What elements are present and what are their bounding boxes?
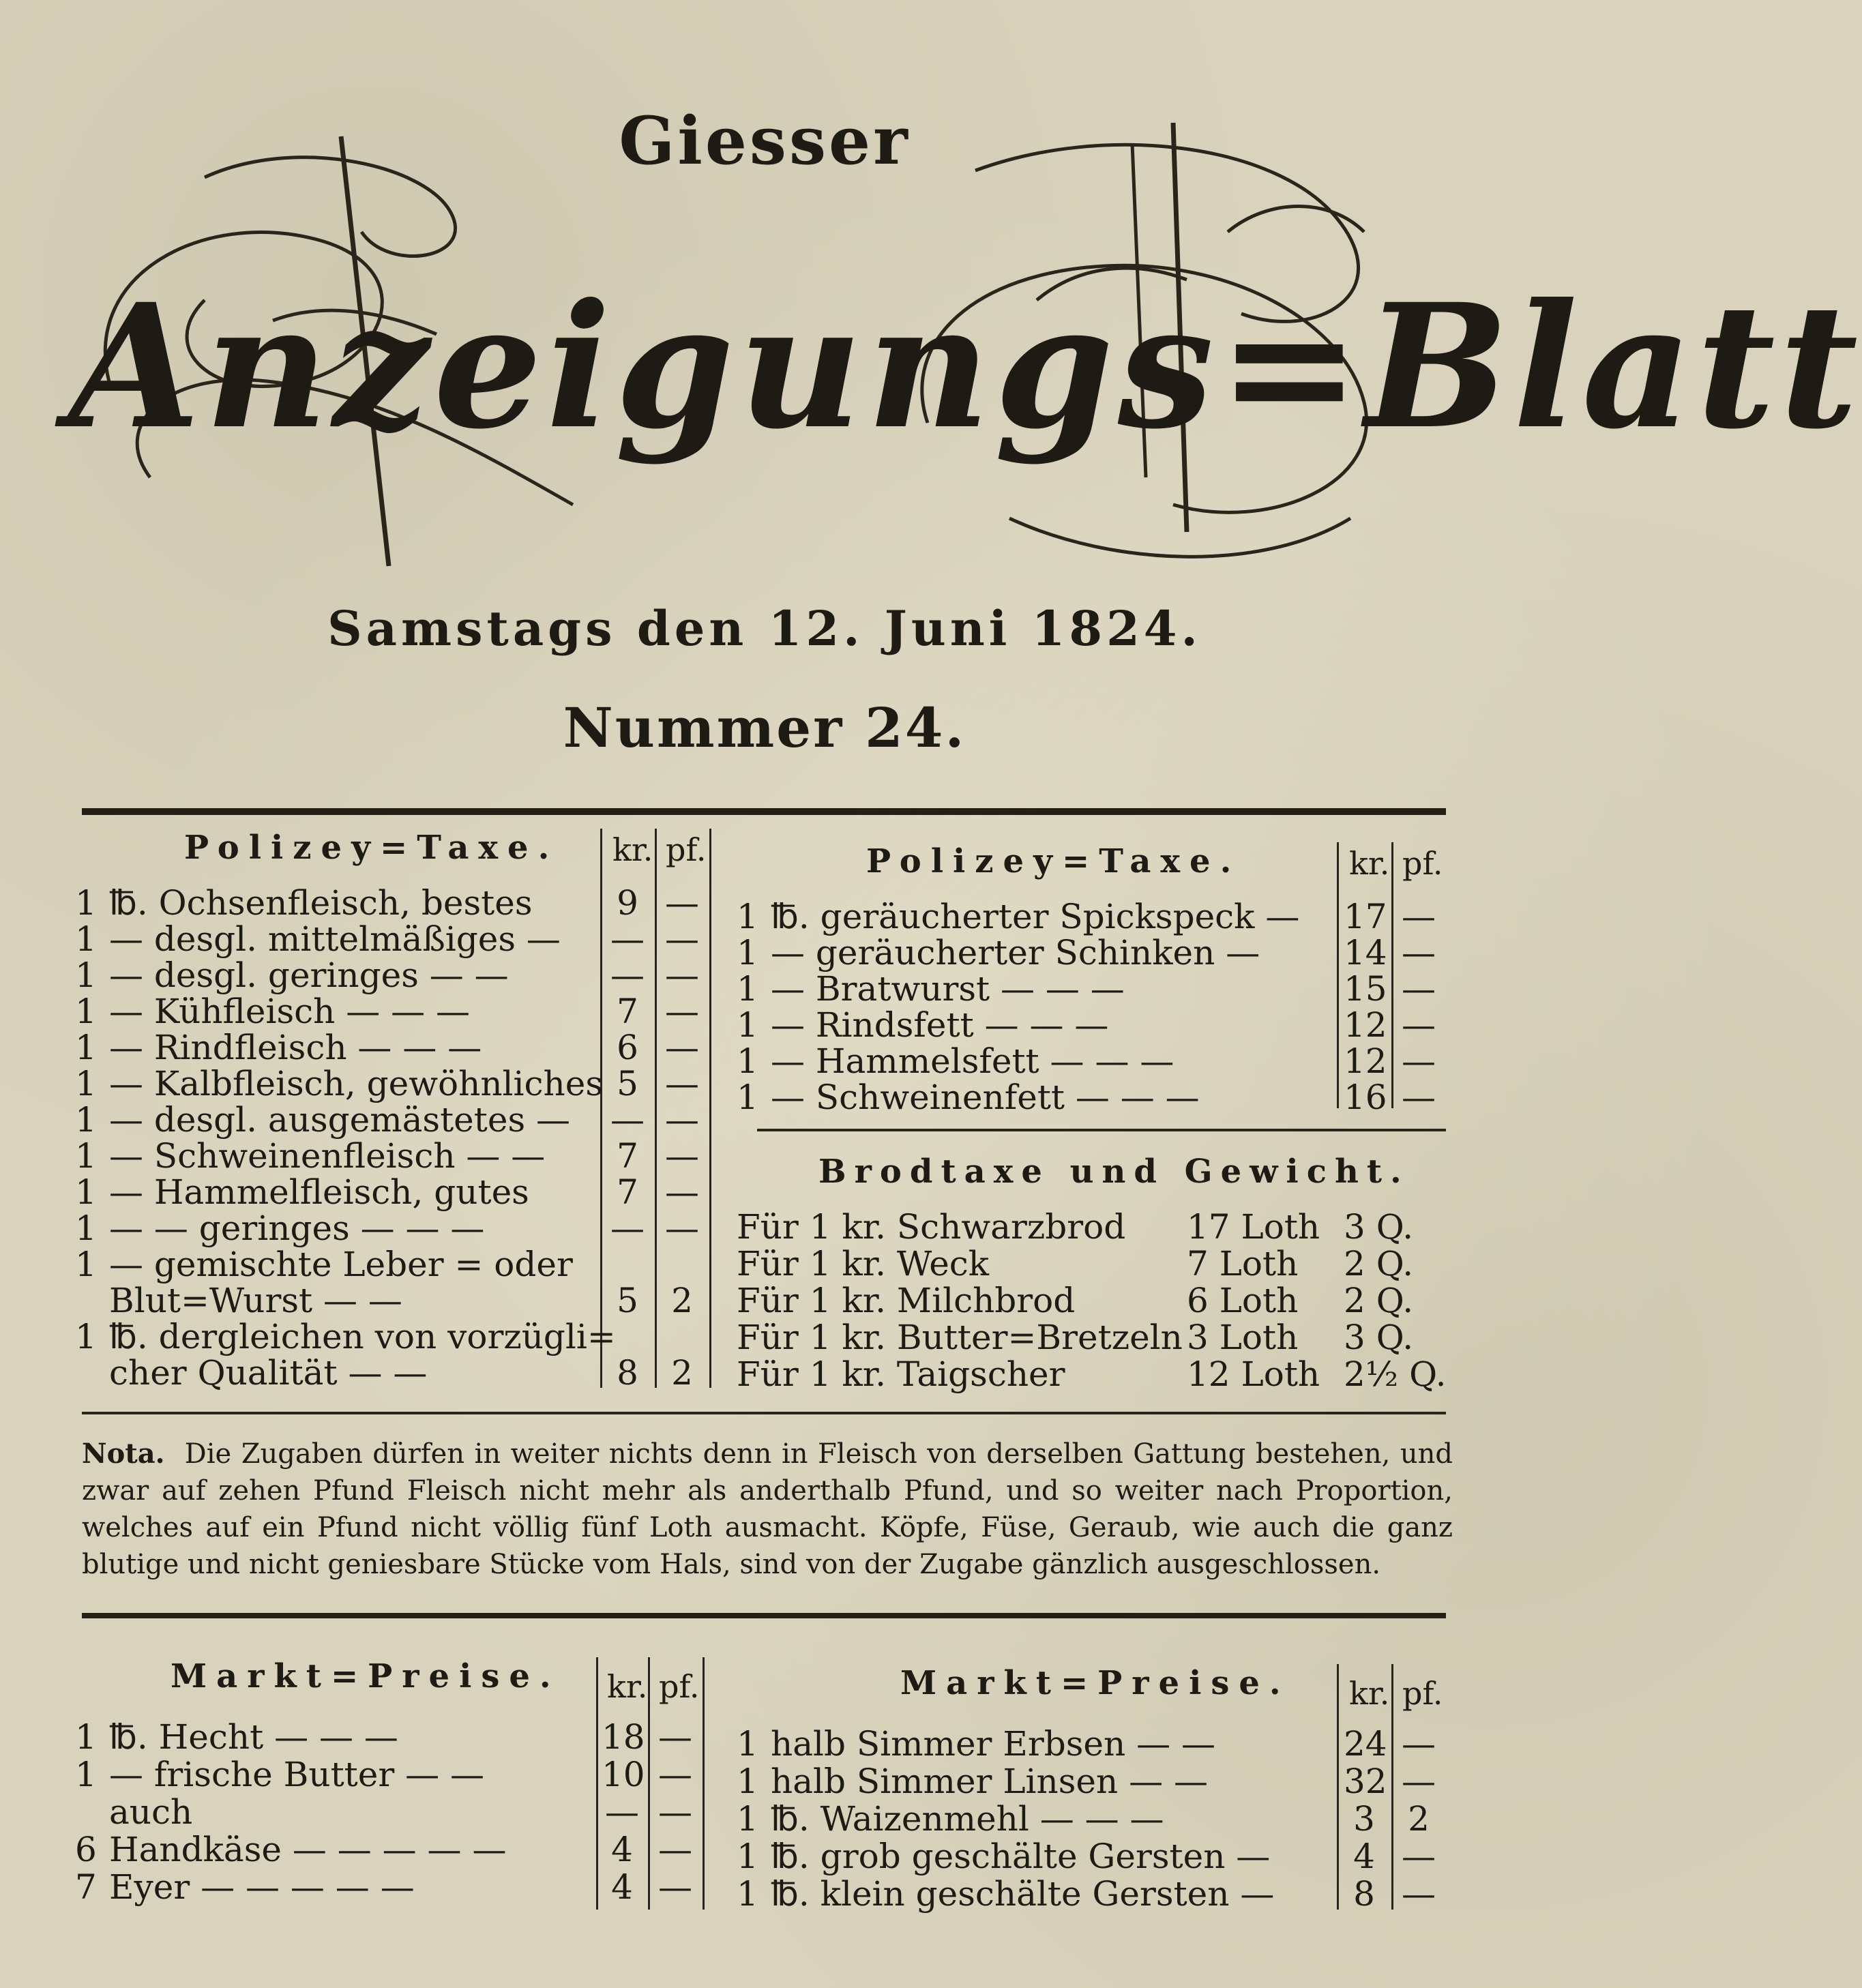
- markt-right-row: [737, 1799, 1460, 1839]
- pf-value: —: [658, 1867, 692, 1907]
- polizey-right-row: [737, 969, 1460, 1009]
- pf-value: —: [1402, 1874, 1436, 1914]
- polizey-left-title: Polizey=Taxe.: [184, 829, 559, 867]
- markt-right-row: [737, 1724, 1460, 1764]
- markt-left-row: [75, 1792, 716, 1832]
- kr-value: 12: [1344, 1041, 1387, 1081]
- qty: 1: [737, 1041, 758, 1081]
- pf-value: —: [1402, 933, 1436, 973]
- issue-number: Nummer 24.: [563, 696, 966, 760]
- item-text: — desgl. mittelmäßiges —: [109, 919, 561, 959]
- brod-item: Für 1 kr. Butter=Bretzeln: [737, 1318, 1183, 1357]
- masthead-line-1: Giesser: [619, 102, 911, 179]
- item-text: Blut=Wurst — —: [109, 1281, 402, 1320]
- item-text: ℔. dergleichen von vorzügli=: [109, 1317, 616, 1356]
- polizey-left-row: [75, 919, 716, 959]
- qty: 1: [75, 992, 97, 1031]
- brod-loth: 3 Loth: [1187, 1318, 1299, 1357]
- kr-value: 8: [1353, 1874, 1375, 1914]
- brodtaxe-table: [737, 1153, 1460, 1412]
- mid-right-divider: [757, 1129, 1446, 1131]
- qty: 1: [737, 1724, 758, 1764]
- item-text: ℔. Ochsenfleisch, bestes: [109, 883, 533, 923]
- polizey-left-row: [75, 1172, 716, 1212]
- kr-value: 4: [611, 1830, 633, 1869]
- item-text: Eyer — — — — —: [109, 1867, 415, 1907]
- kr-value: —: [610, 1100, 645, 1140]
- pf-value: —: [1402, 897, 1436, 936]
- markt-right-pf-head: pf.: [1402, 1675, 1443, 1712]
- markt-left-row: [75, 1717, 716, 1757]
- pf-value: —: [665, 1100, 699, 1140]
- pf-value: —: [665, 1064, 699, 1103]
- qty: 1: [75, 1717, 97, 1757]
- markt-preise-left: [75, 1657, 716, 1923]
- brod-loth: 6 Loth: [1187, 1281, 1299, 1320]
- item-text: cher Qualität — —: [109, 1353, 428, 1393]
- item-text: — Rindfleisch — — —: [109, 1028, 482, 1067]
- pf-value: —: [658, 1717, 692, 1757]
- kr-value: 24: [1344, 1724, 1387, 1764]
- polizey-left-row: [75, 992, 716, 1031]
- kr-value: 18: [602, 1717, 645, 1757]
- polizey-left-row: [75, 1064, 716, 1101]
- qty: 1: [75, 1172, 97, 1212]
- item-text: — desgl. geringes — —: [109, 955, 509, 995]
- pf-value: —: [665, 919, 699, 959]
- brodtaxe-row: [737, 1281, 1460, 1318]
- brod-item: Für 1 kr. Schwarzbrod: [737, 1207, 1126, 1247]
- polizey-taxe-left: [75, 829, 716, 1395]
- markt-right-title: Markt=Preise.: [900, 1664, 1290, 1702]
- brod-item: Für 1 kr. Milchbrod: [737, 1281, 1076, 1320]
- polizey-right-row: [737, 1041, 1460, 1081]
- markt-left-title: Markt=Preise.: [171, 1657, 561, 1695]
- polizey-left-row: [75, 1281, 716, 1318]
- polizey-right-row: [737, 1078, 1460, 1117]
- qty: 1: [737, 1005, 758, 1045]
- qty: 1: [75, 1317, 97, 1356]
- pf-value: —: [658, 1792, 692, 1832]
- kr-value: 7: [617, 1136, 638, 1176]
- item-text: — Schweinenfett — — —: [771, 1078, 1200, 1117]
- qty: 1: [75, 1100, 97, 1140]
- item-text: auch: [109, 1792, 193, 1832]
- item-text: ℔. grob geschälte Gersten —: [771, 1837, 1271, 1876]
- polizey-right-row: [737, 1005, 1460, 1045]
- markt-preise-right: [737, 1664, 1460, 1923]
- pf-value: —: [665, 1028, 699, 1067]
- pf-value: 2: [671, 1281, 693, 1320]
- brodtaxe-row: [737, 1318, 1460, 1357]
- brodtaxe-row: [737, 1354, 1460, 1394]
- nota-label: Nota.: [82, 1438, 165, 1470]
- markt-right-row: [737, 1837, 1460, 1876]
- kr-value: 12: [1344, 1005, 1387, 1045]
- brodtaxe-title: Brodtaxe und Gewicht.: [818, 1153, 1410, 1191]
- item-text: — gemischte Leber = oder: [109, 1245, 573, 1284]
- polizey-left-kr-head: kr.: [612, 831, 653, 868]
- pf-value: —: [1402, 969, 1436, 1009]
- qty: 1: [737, 897, 758, 936]
- pf-value: —: [1402, 1724, 1436, 1764]
- qty: 1: [737, 933, 758, 973]
- polizey-left-row: [75, 1028, 716, 1065]
- polizey-right-row: [737, 933, 1460, 973]
- brodtaxe-row: [737, 1207, 1460, 1247]
- qty: 1: [737, 1837, 758, 1876]
- qty: 1: [737, 1874, 758, 1914]
- kr-value: 4: [611, 1867, 633, 1907]
- brod-quentchen: 2 Q.: [1344, 1281, 1414, 1320]
- pf-value: 2: [671, 1353, 693, 1393]
- pf-value: —: [665, 992, 699, 1031]
- markt-left-row: [75, 1867, 716, 1907]
- qty: 1: [75, 919, 97, 959]
- masthead: [68, 95, 1862, 587]
- polizey-left-pf-head: pf.: [666, 831, 707, 868]
- pf-value: —: [658, 1755, 692, 1794]
- item-text: halb Simmer Erbsen — —: [771, 1724, 1216, 1764]
- pf-value: —: [1402, 1762, 1436, 1801]
- markt-left-pf-head: pf.: [659, 1668, 700, 1705]
- item-text: ℔. Hecht — — —: [109, 1717, 398, 1757]
- item-text: ℔. klein geschälte Gersten —: [771, 1874, 1275, 1914]
- item-text: Handkäse — — — — —: [109, 1830, 507, 1869]
- item-text: — desgl. ausgemästetes —: [109, 1100, 571, 1140]
- kr-value: 7: [617, 992, 638, 1031]
- nota-top-divider: [82, 1412, 1446, 1414]
- item-text: halb Simmer Linsen — —: [771, 1762, 1208, 1801]
- polizey-left-row: [75, 955, 716, 995]
- qty: 1: [75, 883, 97, 923]
- polizey-left-row: [75, 1317, 716, 1354]
- kr-value: 5: [617, 1064, 638, 1103]
- top-divider: [82, 808, 1446, 815]
- nota-paragraph: [82, 1436, 1453, 1583]
- brod-quentchen: 3 Q.: [1344, 1318, 1414, 1357]
- polizey-left-row: [75, 1136, 716, 1176]
- kr-value: 6: [617, 1028, 638, 1067]
- pf-value: —: [665, 955, 699, 995]
- brod-loth: 12 Loth: [1187, 1354, 1320, 1394]
- qty: 1: [75, 955, 97, 995]
- item-text: — Kalbfleisch, gewöhnliches: [109, 1064, 603, 1103]
- qty: 1: [737, 1762, 758, 1801]
- polizey-right-title: Polizey=Taxe.: [866, 842, 1241, 880]
- brod-item: Für 1 kr. Weck: [737, 1244, 990, 1284]
- qty: 1: [75, 1136, 97, 1176]
- kr-value: 3: [1353, 1799, 1375, 1839]
- dateline: Samstags den 12. Juni 1824.: [327, 600, 1202, 657]
- pf-value: —: [1402, 1005, 1436, 1045]
- polizey-left-row: [75, 1353, 716, 1393]
- polizey-left-row: [75, 1100, 716, 1140]
- brod-loth: 7 Loth: [1187, 1244, 1299, 1284]
- kr-value: 32: [1344, 1762, 1387, 1801]
- markt-top-divider: [82, 1613, 1446, 1618]
- kr-value: 15: [1344, 969, 1387, 1009]
- brod-quentchen: 3 Q.: [1344, 1207, 1414, 1247]
- markt-right-row: [737, 1874, 1460, 1914]
- qty: 1: [75, 1208, 97, 1248]
- polizey-right-row: [737, 897, 1460, 934]
- item-text: — Kühfleisch — — —: [109, 992, 471, 1031]
- kr-value: 17: [1344, 897, 1387, 936]
- pf-value: —: [665, 1136, 699, 1176]
- pf-value: —: [1402, 1837, 1436, 1876]
- pf-value: —: [1402, 1078, 1436, 1117]
- pf-value: —: [665, 883, 699, 923]
- masthead-line-2: Anzeigungs=Blatt: [68, 266, 1862, 466]
- kr-value: —: [605, 1792, 639, 1832]
- item-text: — — geringes — — —: [109, 1208, 485, 1248]
- pf-value: —: [658, 1830, 692, 1869]
- kr-value: 16: [1344, 1078, 1387, 1117]
- brod-quentchen: 2½ Q.: [1344, 1354, 1447, 1394]
- kr-value: 9: [617, 883, 638, 923]
- item-text: — Bratwurst — — —: [771, 969, 1125, 1009]
- qty: 1: [75, 1245, 97, 1284]
- pf-value: 2: [1408, 1799, 1430, 1839]
- qty: 1: [75, 1028, 97, 1067]
- polizey-right-pf-head: pf.: [1402, 845, 1443, 882]
- brod-loth: 17 Loth: [1187, 1207, 1320, 1247]
- pf-value: —: [665, 1208, 699, 1248]
- kr-value: 4: [1353, 1837, 1375, 1876]
- brod-quentchen: 2 Q.: [1344, 1244, 1414, 1284]
- polizey-right-kr-head: kr.: [1349, 845, 1390, 882]
- kr-value: 10: [602, 1755, 645, 1794]
- pf-value: —: [665, 1172, 699, 1212]
- kr-value: 7: [617, 1172, 638, 1212]
- qty: 6: [75, 1830, 97, 1869]
- qty: 1: [75, 1064, 97, 1103]
- kr-value: 5: [617, 1281, 638, 1320]
- kr-value: —: [610, 1208, 645, 1248]
- kr-value: 14: [1344, 933, 1387, 973]
- markt-right-kr-head: kr.: [1349, 1675, 1390, 1712]
- item-text: — Schweinenfleisch — —: [109, 1136, 546, 1176]
- polizey-left-row: [75, 1208, 716, 1248]
- brod-item: Für 1 kr. Taigscher: [737, 1354, 1065, 1394]
- markt-right-row: [737, 1762, 1460, 1801]
- kr-value: —: [610, 955, 645, 995]
- polizey-left-row: [75, 883, 716, 923]
- item-text: ℔. Waizenmehl — — —: [771, 1799, 1164, 1839]
- pf-value: —: [1402, 1041, 1436, 1081]
- kr-value: —: [610, 919, 645, 959]
- qty: 7: [75, 1867, 97, 1907]
- markt-left-row: [75, 1755, 716, 1792]
- qty: 1: [737, 1799, 758, 1839]
- item-text: — Hammelsfett — — —: [771, 1041, 1174, 1081]
- item-text: ℔. geräucherter Spickspeck —: [771, 897, 1300, 936]
- polizey-taxe-right: [737, 842, 1460, 1115]
- qty: 1: [737, 969, 758, 1009]
- item-text: — geräucherter Schinken —: [771, 933, 1260, 973]
- qty: 1: [75, 1755, 97, 1794]
- nota-text: Die Zugaben dürfen in weiter nichts denn in Fleisch von derselben Gattung bestehen, und zwar auf zehen Pfund Fleisch nicht mehr als anderthalb Pfund, und so weiter nach Proportion, welches auf ein Pfund nicht völlig fünf Loth ausmacht. Köpfe, Füse, Geraub, wie auch die ganz blutige und nicht geniesbare Stücke vom Hals, sind von der Zugabe gänzlich ausgeschlossen.: [82, 1438, 1453, 1580]
- polizey-left-row: [75, 1245, 716, 1284]
- item-text: — frische Butter — —: [109, 1755, 485, 1794]
- qty: 1: [737, 1078, 758, 1117]
- markt-left-kr-head: kr.: [607, 1668, 648, 1705]
- kr-value: 8: [617, 1353, 638, 1393]
- item-text: — Rindsfett — — —: [771, 1005, 1109, 1045]
- brodtaxe-row: [737, 1244, 1460, 1284]
- item-text: — Hammelfleisch, gutes: [109, 1172, 529, 1212]
- markt-left-row: [75, 1830, 716, 1867]
